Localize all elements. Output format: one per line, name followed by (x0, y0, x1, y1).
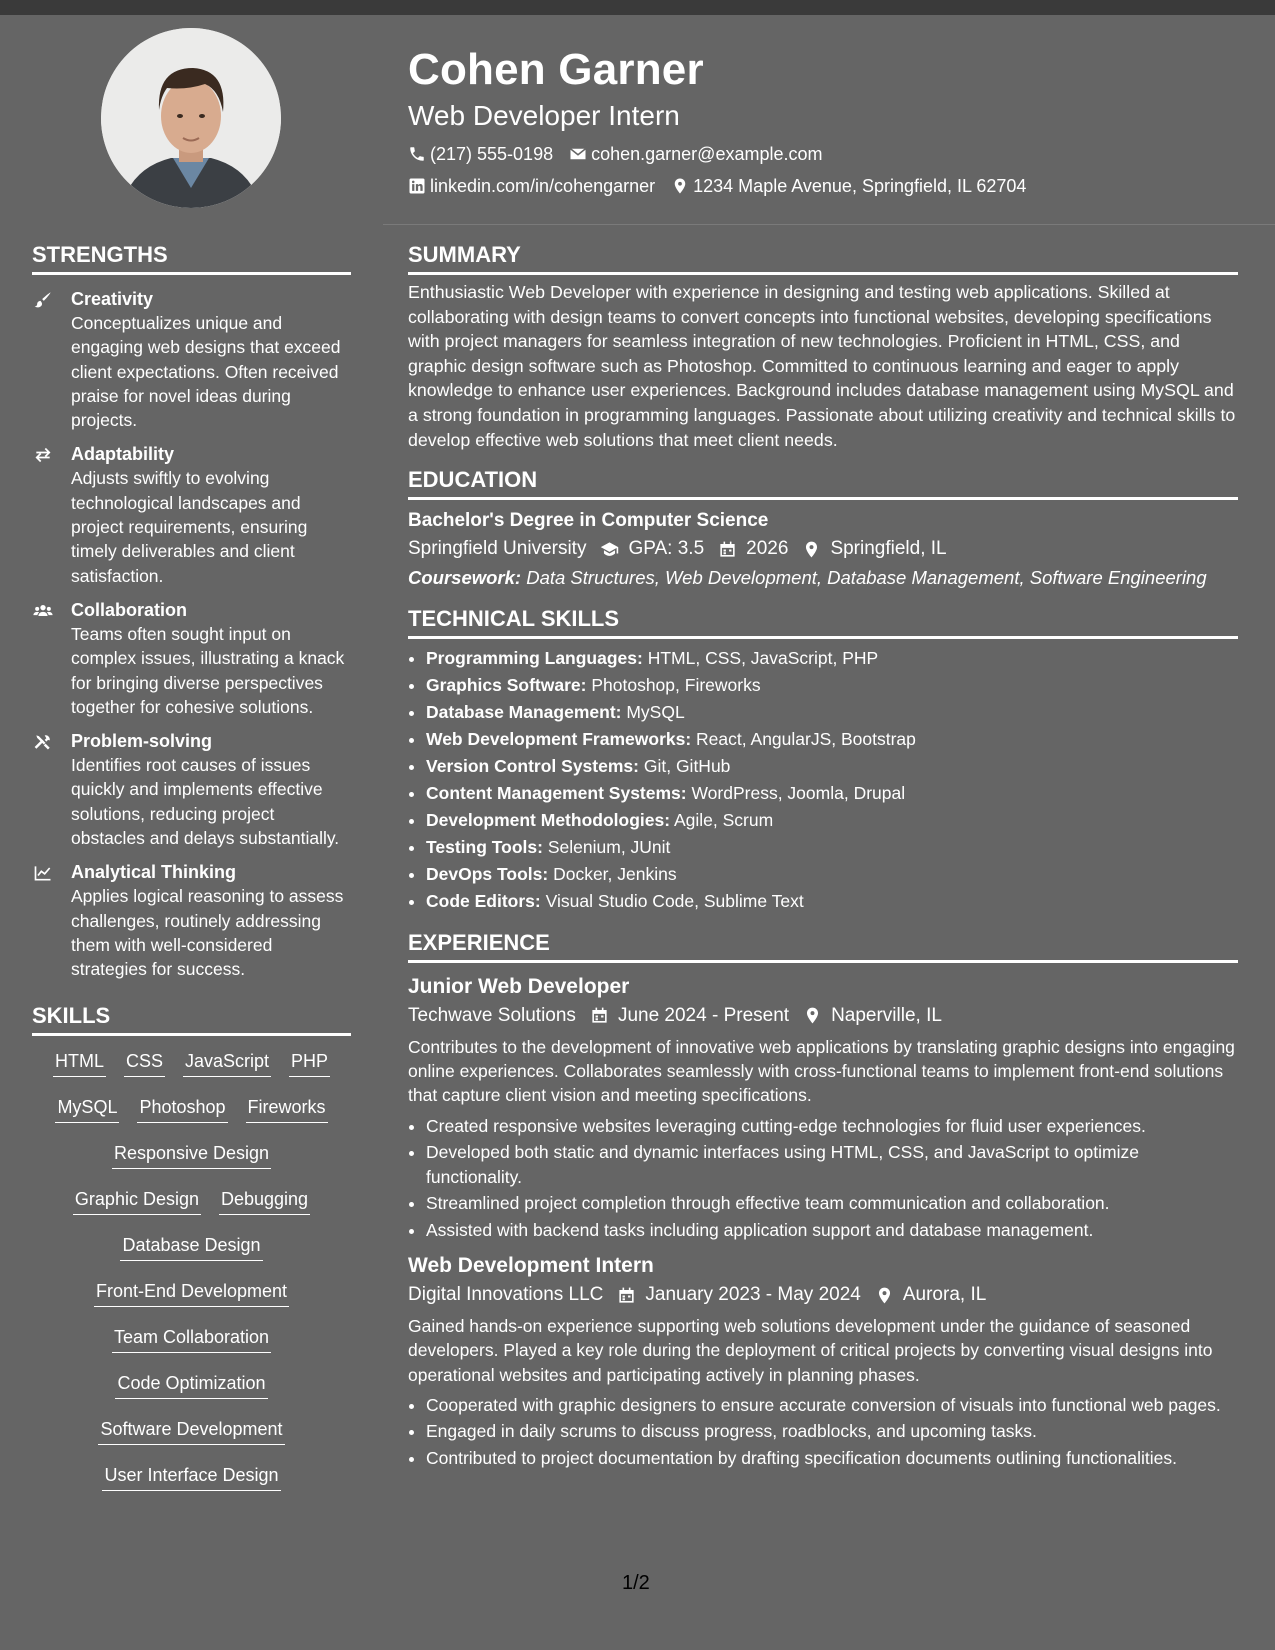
list-item: • Contributed to project documentation by drafting specification documents outlining functionalities. (426, 1446, 1238, 1471)
gpa (600, 534, 704, 564)
skill-label: Code Editors: (426, 890, 541, 911)
users-icon (32, 601, 54, 621)
skill-tag: User Interface Design (102, 1463, 280, 1491)
skill-tag: CSS (124, 1049, 165, 1077)
strength-item (32, 860, 351, 981)
strength-item (32, 442, 351, 587)
strengths-heading: STRENGTHS (32, 241, 351, 275)
technical-skills-section (408, 605, 1238, 915)
skill-tag: JavaScript (183, 1049, 271, 1077)
list-item: • Assisted with backend tasks including application support and database management. (426, 1218, 1238, 1243)
skill-value: React, AngularJS, Bootstrap (696, 728, 916, 749)
strength-item (32, 598, 351, 719)
page-indicator: 1/2 (622, 1572, 650, 1594)
skill-tag: Responsive Design (112, 1141, 271, 1169)
summary-heading: SUMMARY (408, 241, 1238, 275)
job-dates (617, 1280, 860, 1310)
list-item (426, 753, 1238, 780)
technical-skills-heading: TECHNICAL SKILLS (408, 605, 1238, 639)
coursework (408, 566, 1238, 591)
address: 1234 Maple Avenue, Springfield, IL 62704 (693, 176, 1027, 196)
skill-tag: Software Development (98, 1417, 284, 1445)
skill-tag: MySQL (55, 1095, 119, 1123)
skill-label: Web Development Frameworks: (426, 728, 692, 749)
email-contact (569, 138, 822, 170)
list-item (426, 888, 1238, 915)
skill-value: MySQL (626, 701, 685, 722)
strength-desc: Conceptualizes unique and engaging web designs that exceed client expectations. Often received praise for novel ideas during projects. (71, 313, 341, 431)
skill-tag: Team Collaboration (112, 1325, 271, 1353)
list-item: • Developed both static and dynamic interfaces using HTML, CSS, and JavaScript to optimize functionality. (426, 1140, 1238, 1189)
calendar-icon (718, 540, 737, 559)
line-chart-icon (32, 863, 54, 883)
technical-skills-list (408, 645, 1238, 915)
strength-item (32, 287, 351, 432)
coursework-label: Coursework: (408, 567, 522, 589)
skill-value: Photoshop, Fireworks (591, 674, 761, 695)
job-title: Web Development Intern (408, 1254, 654, 1278)
skill-label: Content Management Systems: (426, 782, 687, 803)
education-section (408, 466, 1238, 591)
degree-title: Bachelor's Degree in Computer Science (408, 510, 769, 532)
contact-row-2 (408, 170, 1238, 202)
company-text: Digital Innovations LLC (408, 1284, 604, 1306)
map-pin-icon (875, 1286, 894, 1305)
email-address[interactable]: cohen.garner@example.com (591, 144, 823, 164)
summary-text: Enthusiastic Web Developer with experience in designing and testing web applications. Skilled at collaborating with design teams to convert concepts into functional websites, developing specifications with project managers for seamless integration of new technologies. Proficient in HTML, CSS, and graphic design software such as Photoshop. Committed to continuous learning and eager to apply knowledge to enhance user experiences. Background includes database management using MySQL and a strong foundation in programming languages. Passionate about utilizing creativity and technical skills to develop effective web solutions that meet client needs. (408, 282, 1236, 450)
skill-label: Development Methodologies: (426, 809, 671, 830)
job-entry (408, 973, 1238, 1242)
paintbrush-icon (32, 290, 54, 310)
skill-tag: Database Design (120, 1233, 262, 1261)
map-pin-icon (802, 540, 821, 559)
list-item (426, 780, 1238, 807)
job-meta (408, 1001, 1238, 1031)
left-column (32, 241, 351, 1504)
job-entry (408, 1252, 1238, 1470)
company (408, 1280, 603, 1310)
skill-tag: PHP (289, 1049, 330, 1077)
job-location (803, 1001, 942, 1031)
list-item (426, 726, 1238, 753)
skill-tag: Code Optimization (115, 1371, 267, 1399)
calendar-icon (617, 1286, 636, 1305)
phone-number: (217) 555-0198 (430, 144, 554, 164)
skill-label: DevOps Tools: (426, 863, 549, 884)
list-item (426, 645, 1238, 672)
phone-contact (408, 138, 553, 170)
skill-label: Database Management: (426, 701, 622, 722)
dates-text: June 2024 - Present (617, 1004, 790, 1026)
skill-tag: Photoshop (137, 1095, 227, 1123)
header-divider (383, 224, 1275, 225)
profile-photo (101, 28, 281, 208)
list-item: • Engaged in daily scrums to discuss progress, roadblocks, and upcoming tasks. (426, 1419, 1238, 1444)
experience-heading: EXPERIENCE (408, 929, 1238, 963)
strength-desc: Teams often sought input on complex issues, illustrating a knack for bringing diverse perspectives together for cohesive solutions. (71, 623, 345, 717)
company-text: Techwave Solutions (408, 1004, 576, 1026)
job-bullets (408, 1114, 1238, 1243)
year-text: 2026 (746, 538, 789, 560)
skills-tag-list (32, 1044, 351, 1504)
graduation-cap-icon (600, 540, 619, 559)
skill-label: Graphics Software: (426, 674, 587, 695)
dates-text: January 2023 - May 2024 (645, 1284, 861, 1306)
skill-value: Docker, Jenkins (553, 863, 677, 884)
list-item (426, 672, 1238, 699)
candidate-title: Web Developer Intern (408, 100, 680, 131)
coursework-list: Data Structures, Web Development, Database Management, Software Engineering (526, 567, 1207, 589)
skill-tag: HTML (53, 1049, 106, 1077)
linkedin-icon (408, 177, 426, 195)
strength-desc: Identifies root causes of issues quickly and implements effective solutions, reducing project obstacles and delays substantially. (71, 755, 340, 849)
strength-name: Problem-solving (71, 731, 213, 752)
job-bullets (408, 1393, 1238, 1471)
job-dates (590, 1001, 789, 1031)
list-item: • Cooperated with graphic designers to ensure accurate conversion of visuals into functional web pages. (426, 1393, 1238, 1418)
list-item (426, 699, 1238, 726)
skill-tag: Front-End Development (94, 1279, 289, 1307)
list-item: • Streamlined project completion through effective team communication and collaboration. (426, 1191, 1238, 1216)
resume-header (408, 40, 1238, 202)
candidate-name: Cohen Garner (408, 45, 704, 94)
arrows-swap-icon (32, 445, 54, 465)
right-column (408, 241, 1238, 1472)
job-location (875, 1280, 986, 1310)
strength-desc: Applies logical reasoning to assess challenges, routinely addressing them with well-considered strategies for success. (71, 886, 344, 980)
list-item (426, 807, 1238, 834)
map-pin-icon (671, 177, 689, 195)
envelope-icon (569, 145, 587, 163)
skill-label: Version Control Systems: (426, 755, 639, 776)
location-text: Aurora, IL (902, 1284, 987, 1306)
school-name (408, 534, 586, 564)
skills-heading: SKILLS (32, 1002, 351, 1036)
skill-tag: Graphic Design (73, 1187, 201, 1215)
linkedin-url[interactable]: linkedin.com/in/cohengarner (430, 176, 656, 196)
contact-row-1 (408, 138, 1238, 170)
top-bar (0, 0, 1275, 15)
experience-section (408, 929, 1238, 1471)
strength-name: Adaptability (71, 444, 175, 465)
list-item: • Created responsive websites leveraging cutting-edge technologies for fluid user experiences. (426, 1114, 1238, 1139)
avatar-illustration (101, 28, 281, 208)
job-description: Gained hands-on experience supporting web solutions development under the guidance of seasoned developers. Played a key role during the deployment of critical projects by converting visual designs into operational websites and participating actively in planning phases. (408, 1316, 1213, 1385)
job-description: Contributes to the development of innovative web applications by translating graphic designs into engaging online experiences. Collaborates seamlessly with cross-functional teams to implement front-end solutions that capture client vision and meeting specifications. (408, 1036, 1235, 1106)
skill-value: WordPress, Joomla, Drupal (691, 782, 906, 803)
location-text: Naperville, IL (831, 1004, 942, 1026)
linkedin-contact (408, 170, 655, 202)
gpa-text: GPA: 3.5 (628, 538, 705, 560)
phone-icon (408, 145, 426, 163)
strength-name: Collaboration (71, 599, 187, 620)
strength-name: Analytical Thinking (71, 862, 237, 883)
skill-value: Agile, Scrum (673, 809, 774, 830)
education-heading: EDUCATION (408, 466, 1238, 500)
list-item (426, 834, 1238, 861)
strength-item (32, 729, 351, 850)
skill-label: Programming Languages: (426, 647, 643, 668)
strength-desc: Adjusts swiftly to evolving technological landscapes and project requirements, ensuring timely deliverables and client satisfaction. (71, 468, 308, 586)
skill-value: Visual Studio Code, Sublime Text (545, 890, 804, 911)
skill-value: Git, GitHub (643, 755, 731, 776)
job-meta (408, 1280, 1238, 1310)
skill-tag: Fireworks (246, 1095, 328, 1123)
school-text: Springfield University (408, 538, 587, 560)
skill-value: HTML, CSS, JavaScript, PHP (647, 647, 879, 668)
education-meta (408, 534, 1238, 564)
calendar-icon (590, 1006, 609, 1025)
strength-name: Creativity (71, 289, 154, 309)
job-title: Junior Web Developer (408, 974, 630, 998)
map-pin-icon (803, 1006, 822, 1025)
school-location (802, 534, 946, 564)
location-text: Springfield, IL (830, 538, 947, 560)
company (408, 1001, 576, 1031)
skill-tag: Debugging (219, 1187, 310, 1215)
list-item (426, 861, 1238, 888)
tools-icon (32, 732, 54, 752)
skill-value: Selenium, JUnit (547, 836, 671, 857)
address-contact (671, 170, 1026, 202)
skill-label: Testing Tools: (426, 836, 543, 857)
graduation-year (718, 534, 788, 564)
